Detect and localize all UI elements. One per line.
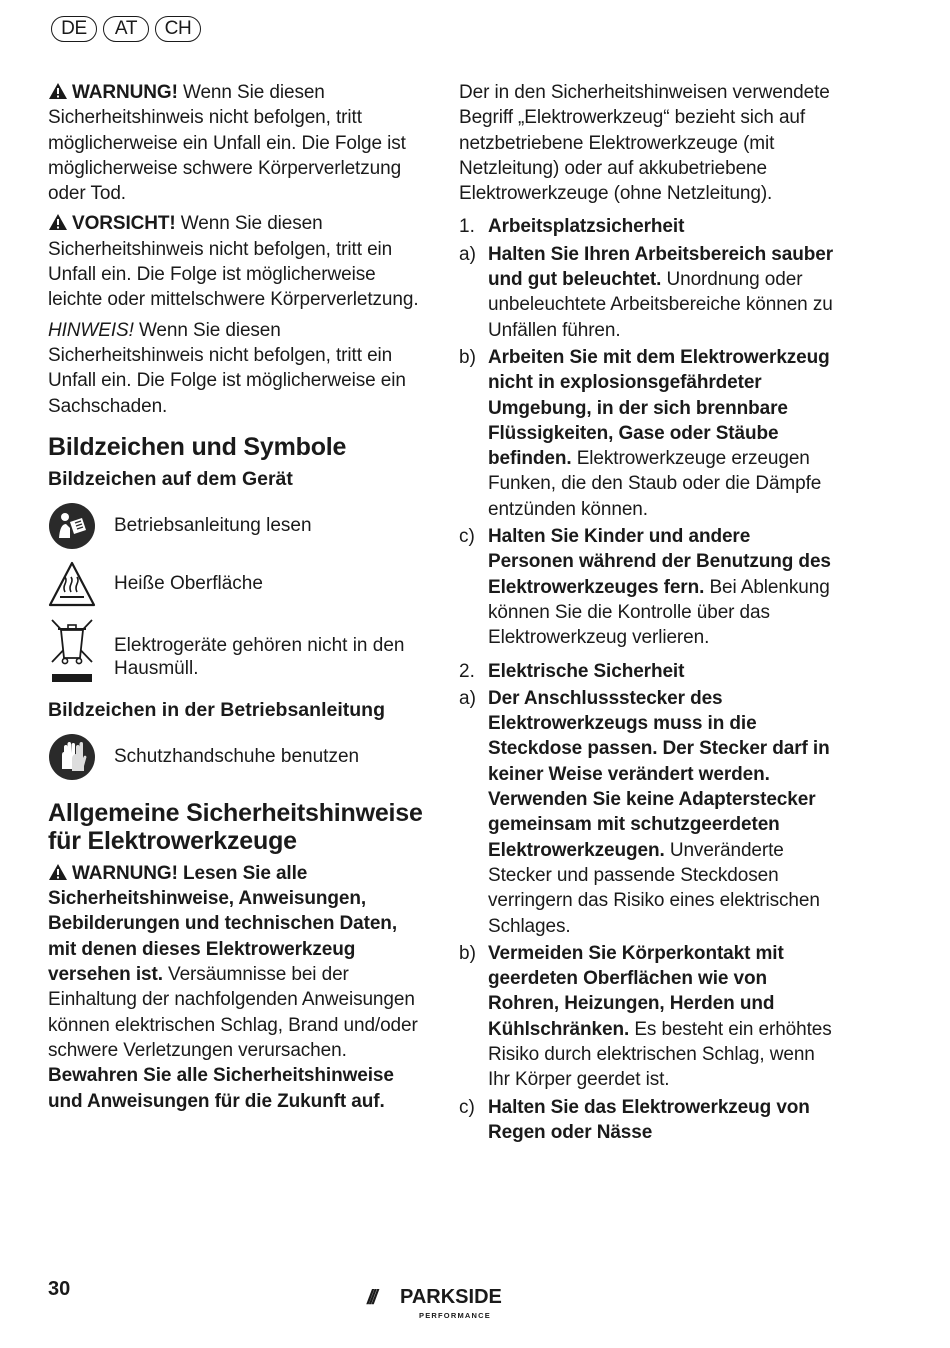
general-warning-label: WARNUNG! [72,862,178,884]
item-marker: a) [459,243,476,265]
symbol-text: Heiße Oberfläche [114,573,263,595]
symbol-row-weee [48,618,428,684]
item-bold: Halten Sie Kinder und andere Personen während der Benutzung des Elektrowerkzeuges fern. [488,526,831,598]
section-number: 1. [459,216,475,238]
caution-text: Wenn Sie diesen Sicherheitshinweis nicht befolgen, tritt ein Unfall ein. Die Folge ist möglicherweise leichte oder mittelschwere Körperverletzung. [48,213,419,311]
item-text [488,1095,839,1146]
country-badge-at: AT [103,16,149,42]
general-safety-heading: Allgemeine Sicherheitshinweise für Elektrowerkzeuge [48,798,423,855]
item-bold: Der Anschlussstecker des Elektrowerkzeugs muss in die Steckdose passen. Der Stecker darf in keiner Weise verändert werden. Verwenden Sie keine Adapterstecker gemeinsam mit schutzgeerdeten Elektrowerkzeugen. [488,687,830,861]
page-number: 30 [48,1278,71,1300]
brand-logo [367,1285,527,1325]
item-marker: b) [459,942,476,964]
notice-label: HINWEIS! [48,319,134,341]
country-badge-de: DE [51,16,97,42]
manual-symbols-heading: Bildzeichen in der Betriebsanleitung [48,698,385,721]
warning-triangle-icon [48,213,68,231]
hot-surface-icon [48,560,96,608]
general-warning-bold: Lesen Sie alle Sicherheitshinweise, Anweisungen, Bebilderungen und technischen Daten, mit denen dieses Elektrowerkzeug versehen ist. [48,862,397,986]
warning-triangle-icon [48,863,68,881]
list-item [459,1095,839,1146]
notice-paragraph [48,318,428,419]
item-marker: b) [459,346,476,368]
device-symbols-heading: Bildzeichen auf dem Gerät [48,467,293,490]
country-badge-ch: CH [155,16,201,42]
warning-text: Wenn Sie diesen Sicherheitshinweis nicht befolgen, tritt möglicherweise ein Unfall ein. Die Folge ist möglicherweise schwere Körperverletzung oder Tod. [48,82,406,205]
symbol-row-read-manual [48,502,428,550]
caution-label: VORSICHT! [72,213,176,235]
item-bold: Halten Sie das Elektrowerkzeug von Regen oder Nässe [488,1096,810,1143]
section-number: 2. [459,660,475,682]
symbol-row-hot-surface [48,560,428,608]
warning-label: WARNUNG! [72,82,178,103]
section-title: Elektrische Sicherheit [488,660,685,682]
symbol-row-gloves [48,733,428,781]
item-body: Unveränderte Stecker und passende Steckdosen verringern das Risiko eines elektrischen Schlages. [488,839,820,937]
country-badges [51,16,207,42]
item-text [488,242,839,343]
intro-paragraph: Der in den Sicherheitshinweisen verwendete Begriff „Elektrowerkzeug“ bezieht sich auf netzbetriebene Elektrowerkzeuge (mit Netzleitung) oder auf akkubetriebene Elektrowerkzeuge (ohne Netzleitung). [459,82,830,205]
general-warning-bold-end: Bewahren Sie alle Sicherheitshinweise und Anweisungen für die Zukunft auf. [48,1065,394,1112]
item-body: Bei Ablenkung können Sie die Kontrolle über das Elektrowerkzeug verlieren. [488,576,830,649]
notice-text: Wenn Sie diesen Sicherheitshinweis nicht befolgen, tritt ein Unfall ein. Die Folge ist möglicherweise ein Sachschaden. [48,319,406,417]
section-title: Arbeitsplatzsicherheit [488,216,685,238]
general-warning-text: Versäumnisse bei der Einhaltung der nachfolgenden Anweisungen können elektrischen Schlag, Brand und/oder schwere Verletzungen verursachen. [48,964,418,1061]
item-marker: c) [459,526,475,548]
symbol-text: Schutzhandschuhe benutzen [114,746,360,768]
item-marker: c) [459,1096,475,1118]
general-warning-paragraph [48,861,428,1114]
list-item [459,686,839,939]
brand-subline: PERFORMANCE [419,1311,491,1320]
item-bold: Vermeiden Sie Körperkontakt mit geerdeten Oberflächen wie von Rohren, Heizungen, Herden und Kühlschränken. [488,942,784,1040]
brand-name: PARKSIDE [400,1286,502,1308]
caution-paragraph [48,211,428,312]
right-column [459,80,839,1147]
list-item [459,242,839,343]
section-heading-electrical [459,659,839,684]
left-column [48,80,428,1119]
item-bold: Arbeiten Sie mit dem Elektrowerkzeug nicht in explosionsgefährdeter Umgebung, in der sich brennbare Flüssigkeiten, Gase oder Stäube befinden. [488,346,830,470]
weee-bin-icon [48,618,96,684]
warning-paragraph [48,80,428,206]
item-body: Elektrowerkzeuge erzeugen Funken, die den Staub oder die Dämpfe entzünden können. [488,448,822,520]
item-body: Es besteht ein erhöhtes Risiko durch elektrischen Schlag, wenn Ihr Körper geerdet ist. [488,1018,832,1091]
symbols-heading: Bildzeichen und Symbole [48,432,347,461]
item-text [488,941,839,1093]
item-text [488,345,839,522]
item-text [488,524,839,650]
symbol-text: Elektrogeräte gehören nicht in den Hausmüll. [114,634,405,679]
brand-slashes: /// [367,1287,375,1309]
warning-triangle-icon [48,82,68,100]
section-heading-workplace [459,214,839,239]
gloves-icon [48,733,96,781]
item-marker: a) [459,687,476,709]
list-item [459,941,839,1093]
list-item [459,345,839,522]
list-item [459,524,839,650]
item-text [488,686,839,939]
item-body: Unordnung oder unbeleuchtete Arbeitsbereiche können zu Unfällen führen. [488,269,833,341]
item-bold: Halten Sie Ihren Arbeitsbereich sauber und gut beleuchtet. [488,243,834,291]
read-manual-icon [48,502,96,550]
symbol-text: Betriebsanleitung lesen [114,515,312,537]
